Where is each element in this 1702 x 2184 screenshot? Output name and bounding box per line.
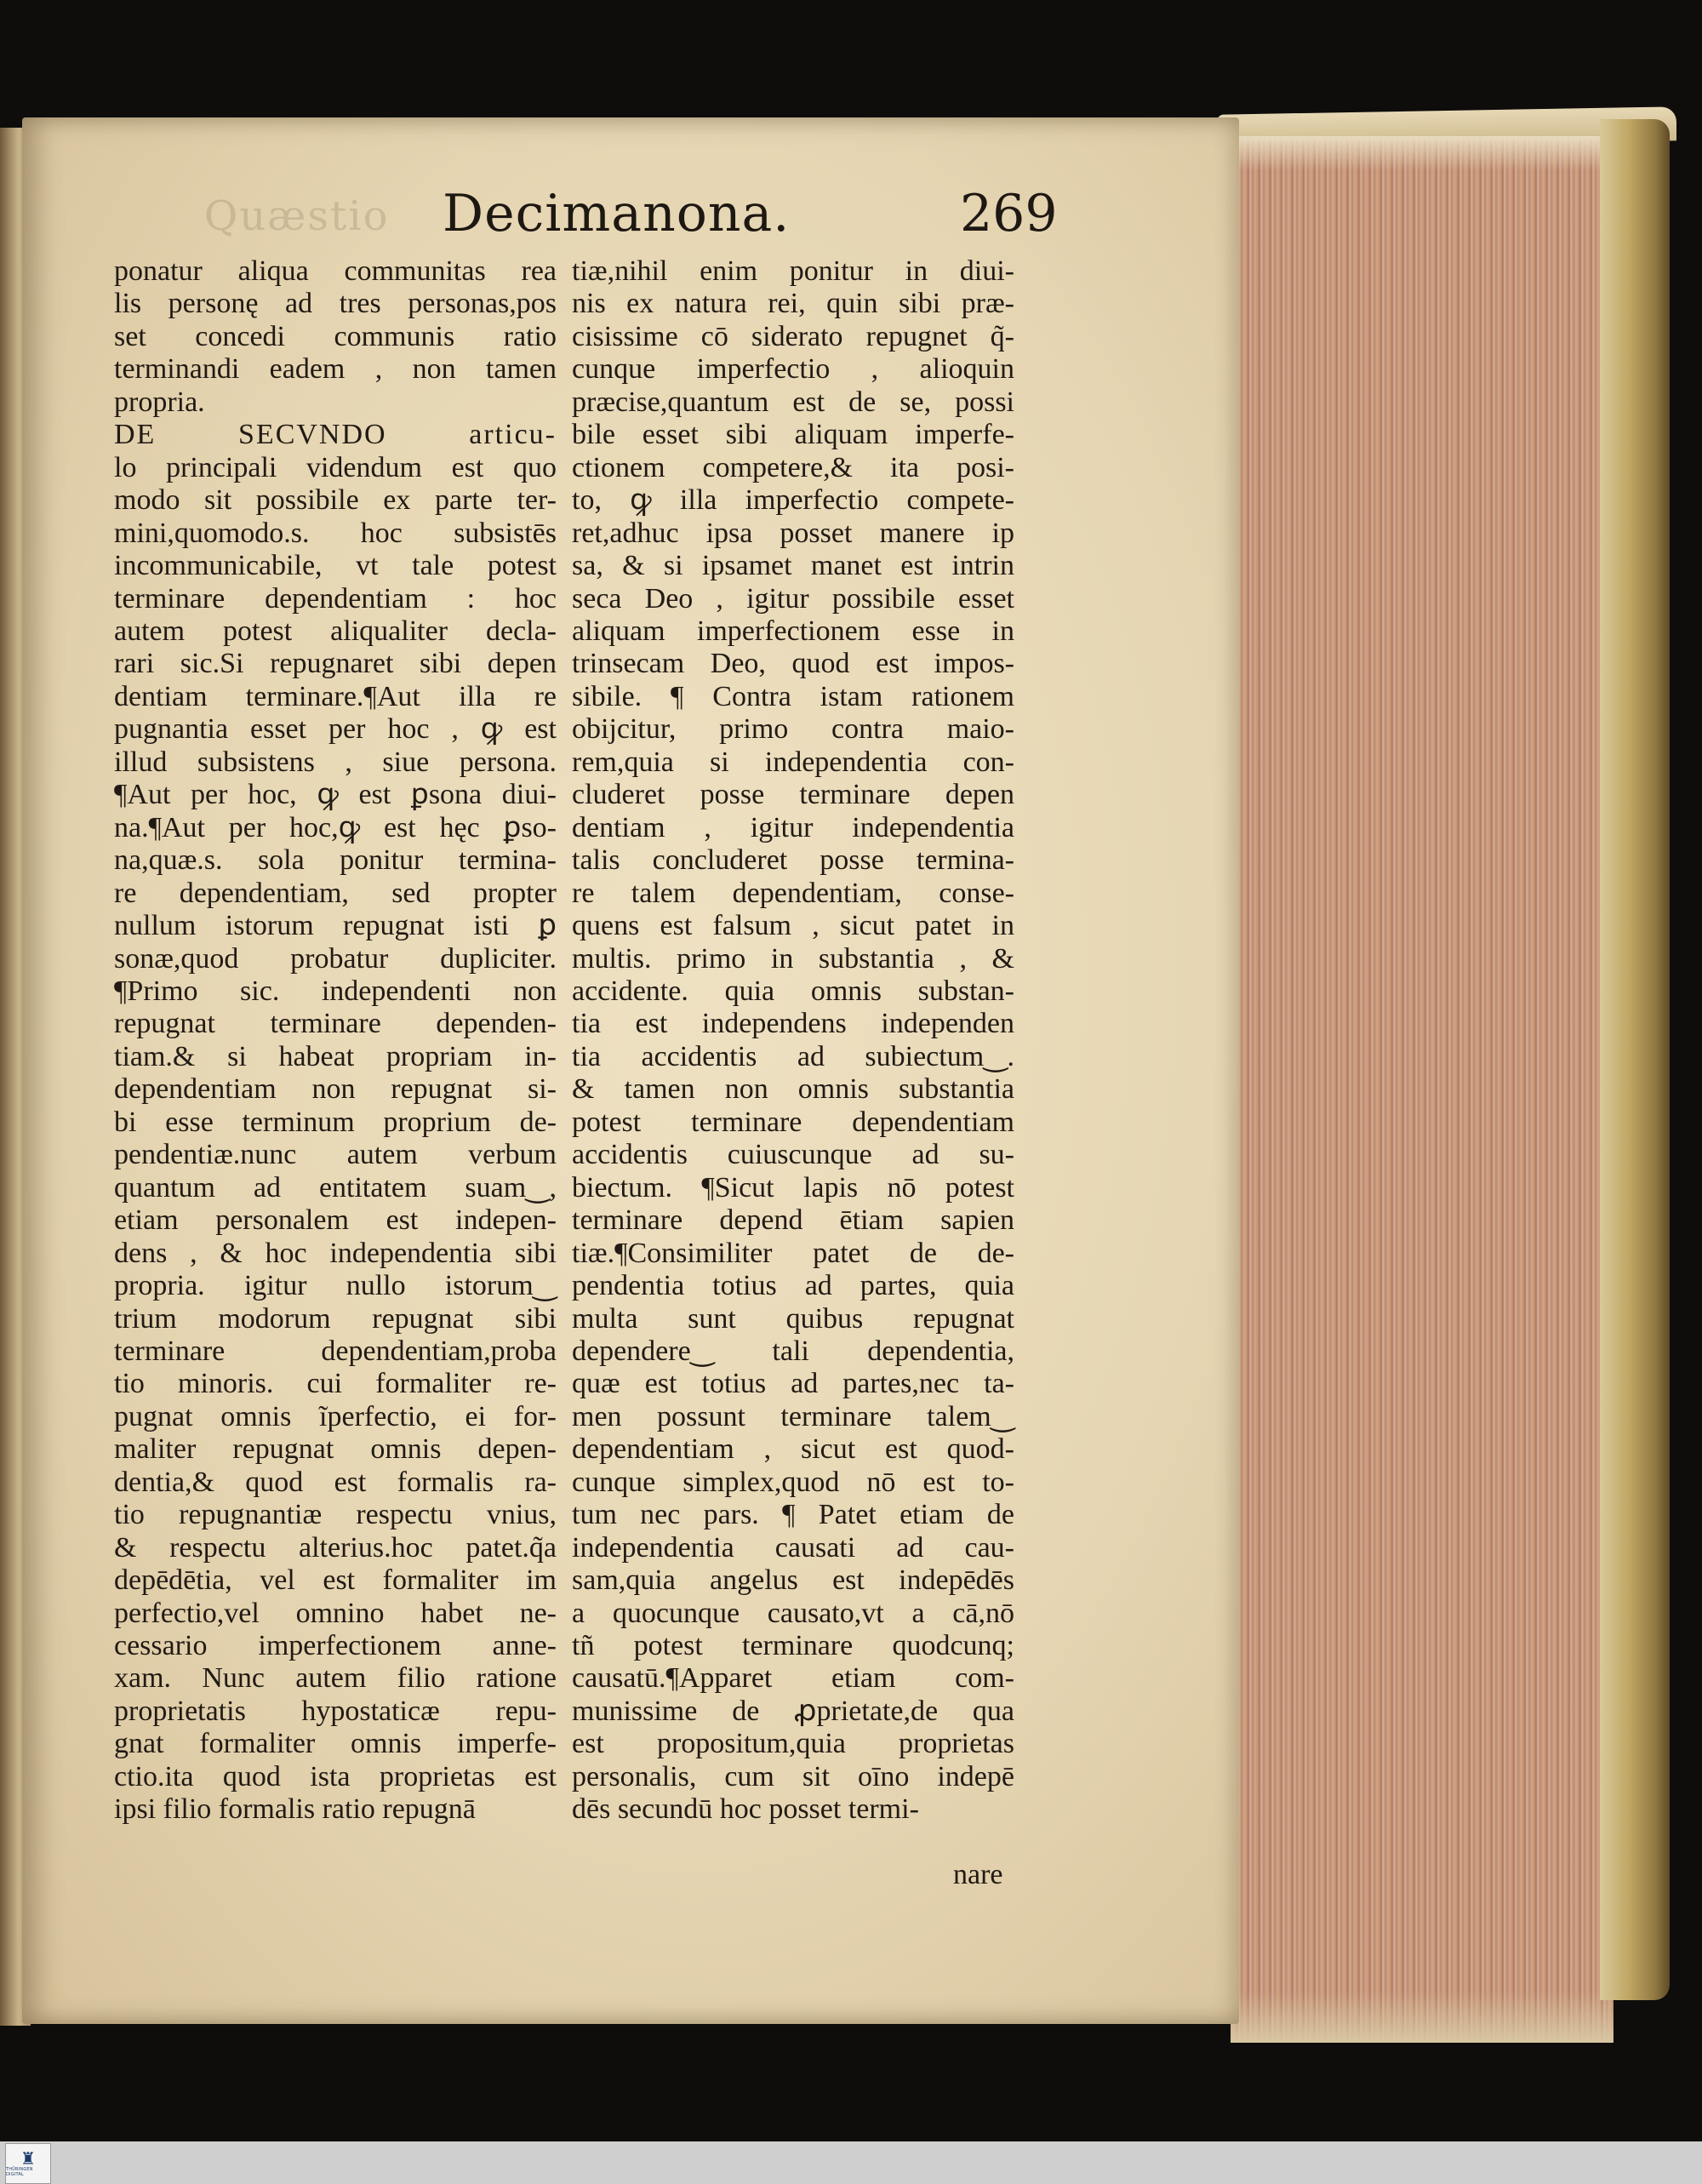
catchword: nare [953, 1859, 1003, 1890]
running-head: Decimanona. [443, 184, 791, 243]
show-through-text: Quæstio [204, 192, 390, 240]
text-line: seca Deo , igitur possibile esset [572, 582, 1014, 615]
text-line: dependere‿ tali dependentia, [572, 1335, 1014, 1367]
text-line: pendentia totius ad partes, quia [572, 1270, 1014, 1302]
text-line: multis. primo in substantia , & [572, 942, 1014, 975]
text-line: proprietatis hypostaticæ repu- [114, 1695, 557, 1727]
text-line: autem potest aliqualiter decla- [114, 615, 557, 647]
text-line: quens est falsum , sicut patet in [572, 910, 1014, 942]
text-line: nis ex natura rei, quin sibi præ- [572, 288, 1014, 320]
text-line: obijcitur, primo contra maio- [572, 713, 1014, 746]
text-line: sonæ,quod probatur dupliciter. [114, 942, 557, 975]
text-line: cluderet posse terminare depen [572, 779, 1014, 811]
text-line: cisissime cō siderato repugnet q̃- [572, 320, 1014, 352]
text-line: cessario imperfectionem anne- [114, 1630, 557, 1662]
library-logo-text: THÜRINGEN DIGITAL [6, 2167, 33, 2177]
text-line: nullum istorum repugnat isti ꝑ [114, 910, 557, 942]
text-line: propria. [114, 386, 205, 418]
text-line: pugnat omnis ĩperfectio, ei for- [114, 1400, 557, 1432]
text-line: sa, & si ipsamet manet est intrin [572, 550, 1014, 582]
text-line: tiæ.¶Consimiliter patet de de- [572, 1237, 1014, 1269]
text-line: ponatur aliqua communitas rea [114, 255, 557, 287]
text-line: trinsecam Deo, quod est impos- [572, 648, 1014, 680]
text-line: tiæ,nihil enim ponitur in diui- [572, 255, 1014, 287]
text-line: sibile. ¶ Contra istam rationem [572, 680, 1014, 712]
text-line: terminare depend ētiam sapien [572, 1204, 1014, 1237]
text-line: set concedi communis ratio [114, 320, 557, 352]
text-line: dentiam , igitur independentia [572, 811, 1014, 843]
text-line: to, ꝙ illa imperfectio compete- [572, 484, 1014, 517]
text-line: pugnantia esset per hoc , ꝙ est [114, 713, 557, 746]
text-line: ipsi filio formalis ratio repugnā [114, 1793, 476, 1826]
text-line: pendentiæ.nunc autem verbum [114, 1139, 557, 1171]
text-line: independentia causati ad cau- [572, 1531, 1014, 1564]
text-line: rem,quia si independentia con- [572, 746, 1014, 778]
text-line: etiam personalem est indepen- [114, 1204, 557, 1237]
text-line: quantum ad entitatem suam‿, [114, 1171, 557, 1203]
text-line: illud subsistens , siue persona. [114, 746, 557, 778]
text-line: lo principali videndum est quo [114, 451, 557, 483]
text-line: dependentiam non repugnat si- [114, 1073, 557, 1106]
text-line: tñ potest terminare quodcunq; [572, 1630, 1014, 1662]
text-line: a quocunque causato,vt a cā,nō [572, 1597, 1014, 1629]
text-line: repugnat terminare dependen- [114, 1008, 557, 1040]
text-line: tio minoris. cui formaliter re- [114, 1368, 557, 1400]
text-line: dependentiam , sicut est quod- [572, 1433, 1014, 1466]
text-line: mini,quomodo.s. hoc subsistēs [114, 517, 557, 549]
text-line: est propositum,quia proprietas [572, 1728, 1014, 1760]
text-line: na,quæ.s. sola ponitur termina- [114, 844, 557, 877]
text-line: quæ est totius ad partes,nec ta- [572, 1368, 1014, 1400]
text-column-left [114, 255, 557, 1827]
text-line: rari sic.Si repugnaret sibi depen [114, 648, 557, 680]
text-line: potest terminare dependentiam [572, 1106, 1014, 1138]
text-line: propria. igitur nullo istorum‿ [114, 1270, 557, 1302]
text-line: personalis, cum sit oīno indepē [572, 1760, 1014, 1792]
text-line: dēs secundū hoc posset termi- [572, 1793, 919, 1826]
text-line: talis concluderet posse termina- [572, 844, 1014, 877]
text-line: accidentis cuiuscunque ad su- [572, 1139, 1014, 1171]
tower-icon: ♜ [20, 2148, 36, 2169]
text-line: tia accidentis ad subiectum‿. [572, 1040, 1014, 1072]
text-line: dens , & hoc independentia sibi [114, 1237, 557, 1269]
text-line: depēdētia, vel est formaliter im [114, 1564, 557, 1597]
text-line: & tamen non omnis substantia [572, 1073, 1014, 1106]
text-line: terminare dependentiam,proba [114, 1335, 557, 1367]
text-line: ¶Aut per hoc, ꝙ est ꝑsona diui- [114, 779, 557, 811]
text-line: tiam.& si habeat propriam in- [114, 1040, 557, 1072]
text-line: terminandi eadem , non tamen [114, 353, 557, 386]
text-line: tum nec pars. ¶ Patet etiam de [572, 1499, 1014, 1531]
text-line: dentia,& quod est formalis ra- [114, 1466, 557, 1498]
text-line: ret,adhuc ipsa posset manere ip [572, 517, 1014, 549]
text-line: bile esset sibi aliquam imperfe- [572, 419, 1014, 451]
text-line: cunque imperfectio , alioquin [572, 353, 1014, 386]
text-line: biectum. ¶Sicut lapis nō potest [572, 1171, 1014, 1203]
text-line: tia est independens independen [572, 1008, 1014, 1040]
text-line: DE SECVNDO articu- [114, 419, 557, 451]
text-line: men possunt terminare talem‿ [572, 1400, 1014, 1432]
text-line: accidente. quia omnis substan- [572, 975, 1014, 1007]
text-line: præcise,quantum est de se, possi [572, 386, 1014, 418]
text-line: sam,quia angelus est indepēdēs [572, 1564, 1014, 1597]
text-line: ¶Primo sic. independenti non [114, 975, 557, 1007]
fore-edge-page-stack [1231, 136, 1613, 2043]
text-line: gnat formaliter omnis imperfe- [114, 1728, 557, 1760]
text-line: bi esse terminum proprium de- [114, 1106, 557, 1138]
text-line: tio repugnantiæ respectu vnius, [114, 1499, 557, 1531]
text-line: munissime de ꝓprietate,de qua [572, 1695, 1014, 1727]
text-line: & respectu alterius.hoc patet.q̃a [114, 1531, 557, 1564]
text-line: dentiam terminare.¶Aut illa re [114, 680, 557, 712]
text-line: causatū.¶Apparet etiam com- [572, 1662, 1014, 1695]
text-line: maliter repugnat omnis depen- [114, 1433, 557, 1466]
text-line: re talem dependentiam, conse- [572, 877, 1014, 909]
text-line: trium modorum repugnat sibi [114, 1302, 557, 1335]
text-line: cunque simplex,quod nō est to- [572, 1466, 1014, 1498]
text-line: na.¶Aut per hoc,ꝙ est hęc ꝑso- [114, 811, 557, 843]
text-line: ctio.ita quod ista proprietas est [114, 1760, 557, 1792]
library-logo[interactable] [5, 2143, 51, 2184]
text-line: incommunicabile, vt tale potest [114, 550, 557, 582]
text-line: ctionem competere,& ita posi- [572, 451, 1014, 483]
text-line: aliquam imperfectionem esse in [572, 615, 1014, 647]
text-line: terminare dependentiam : hoc [114, 582, 557, 615]
book-cover-spine [1600, 119, 1670, 2000]
viewer-toolbar [0, 2141, 1702, 2184]
text-column-right [572, 255, 1014, 1827]
text-line: multa sunt quibus repugnat [572, 1302, 1014, 1335]
text-line: perfectio,vel omnino habet ne- [114, 1597, 557, 1629]
text-line: xam. Nunc autem filio ratione [114, 1662, 557, 1695]
page-number: 269 [960, 184, 1058, 243]
text-line: modo sit possibile ex parte ter- [114, 484, 557, 517]
text-line: lis personę ad tres personas,pos [114, 288, 557, 320]
text-line: re dependentiam, sed propter [114, 877, 557, 909]
